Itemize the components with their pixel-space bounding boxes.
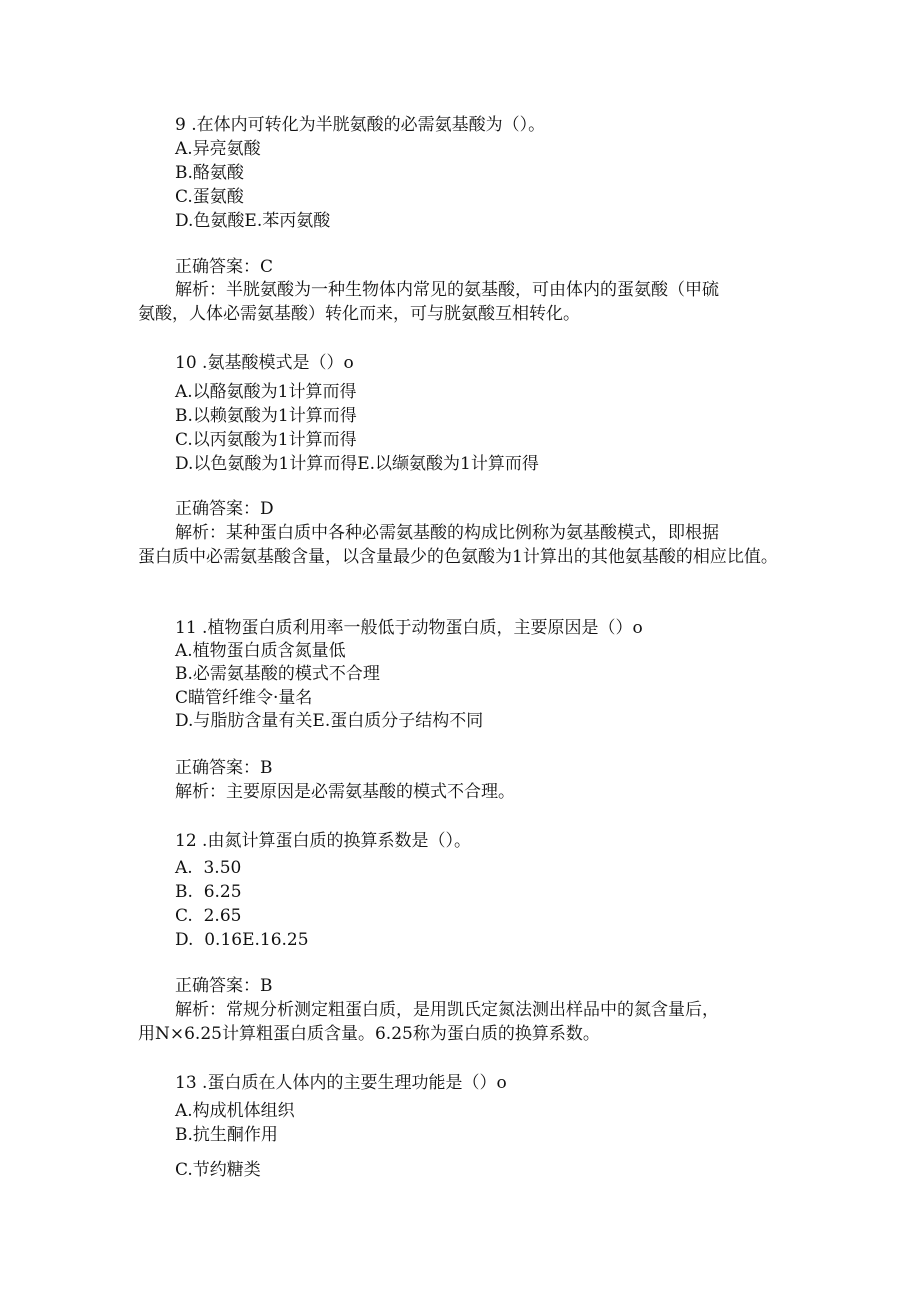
- question-stem: 9 .在体内可转化为半胱氨酸的必需氨基酸为（）。: [175, 115, 546, 135]
- question-option: D.色氨酸E.苯丙氨酸: [175, 211, 331, 231]
- question-option: A.以酪氨酸为1计算而得: [175, 382, 357, 402]
- answer-analysis: [138, 521, 778, 569]
- question-stem: 12 .由氮计算蛋白质的换算系数是（）。: [175, 831, 471, 851]
- correct-answer: 正确答案：D: [175, 499, 274, 519]
- question-stem: 10 .氨基酸模式是（）o: [175, 353, 354, 373]
- question-option: B.必需氨基酸的模式不合理: [175, 664, 380, 684]
- question-option: C.节约糖类: [175, 1160, 261, 1180]
- analysis-first-line: 解析：某种蛋白质中各种必需氨基酸的构成比例称为氨基酸模式，即根据: [175, 523, 719, 543]
- question-option: C. 2.65: [175, 906, 242, 926]
- question-option: B. 6.25: [175, 882, 242, 902]
- question-option: D.与脂肪含量有关E.蛋白质分子结构不同: [175, 711, 484, 731]
- answer-analysis: 解析：主要原因是必需氨基酸的模式不合理。: [175, 782, 515, 802]
- question-option: A. 3.50: [175, 858, 242, 878]
- question-stem: 13 .蛋白质在人体内的主要生理功能是（）o: [175, 1073, 507, 1093]
- question-option: D.以色氨酸为1计算而得E.以缬氨酸为1计算而得: [175, 454, 539, 474]
- correct-answer: 正确答案：C: [175, 257, 274, 277]
- analysis-continuation: 氨酸，人体必需氨基酸）转化而来，可与胱氨酸互相转化。: [138, 304, 580, 324]
- question-stem: 11 .植物蛋白质利用率一般低于动物蛋白质，主要原因是（）o: [175, 618, 643, 638]
- question-option: B.酪氨酸: [175, 163, 244, 183]
- analysis-continuation: 用N×6.25计算粗蛋白质含量。6.25称为蛋白质的换算系数。: [138, 1024, 600, 1044]
- question-option: C.蛋氨酸: [175, 187, 244, 207]
- question-option: B.以赖氨酸为1计算而得: [175, 406, 357, 426]
- analysis-continuation: 蛋白质中必需氨基酸含量，以含量最少的色氨酸为1计算出的其他氨基酸的相应比值。: [138, 547, 778, 567]
- question-option: D. 0.16E.16.25: [175, 930, 309, 950]
- answer-analysis: [138, 998, 778, 1046]
- question-option: C瞄管纤维令·量名: [175, 688, 313, 708]
- analysis-first-line: 解析：常规分析测定粗蛋白质，是用凯氏定氮法测出样品中的氮含量后，: [175, 1000, 719, 1020]
- answer-analysis: [138, 278, 778, 326]
- correct-answer: 正确答案：B: [175, 758, 273, 778]
- correct-answer: 正确答案：B: [175, 976, 273, 996]
- question-option: C.以丙氨酸为1计算而得: [175, 430, 357, 450]
- question-option: A.植物蛋白质含氮量低: [175, 641, 346, 661]
- question-option: A.构成机体组织: [175, 1101, 295, 1121]
- question-option: A.异亮氨酸: [175, 139, 261, 159]
- analysis-first-line: 解析：半胱氨酸为一种生物体内常见的氨基酸，可由体内的蛋氨酸（甲硫: [175, 280, 719, 300]
- question-option: B.抗生酮作用: [175, 1125, 278, 1145]
